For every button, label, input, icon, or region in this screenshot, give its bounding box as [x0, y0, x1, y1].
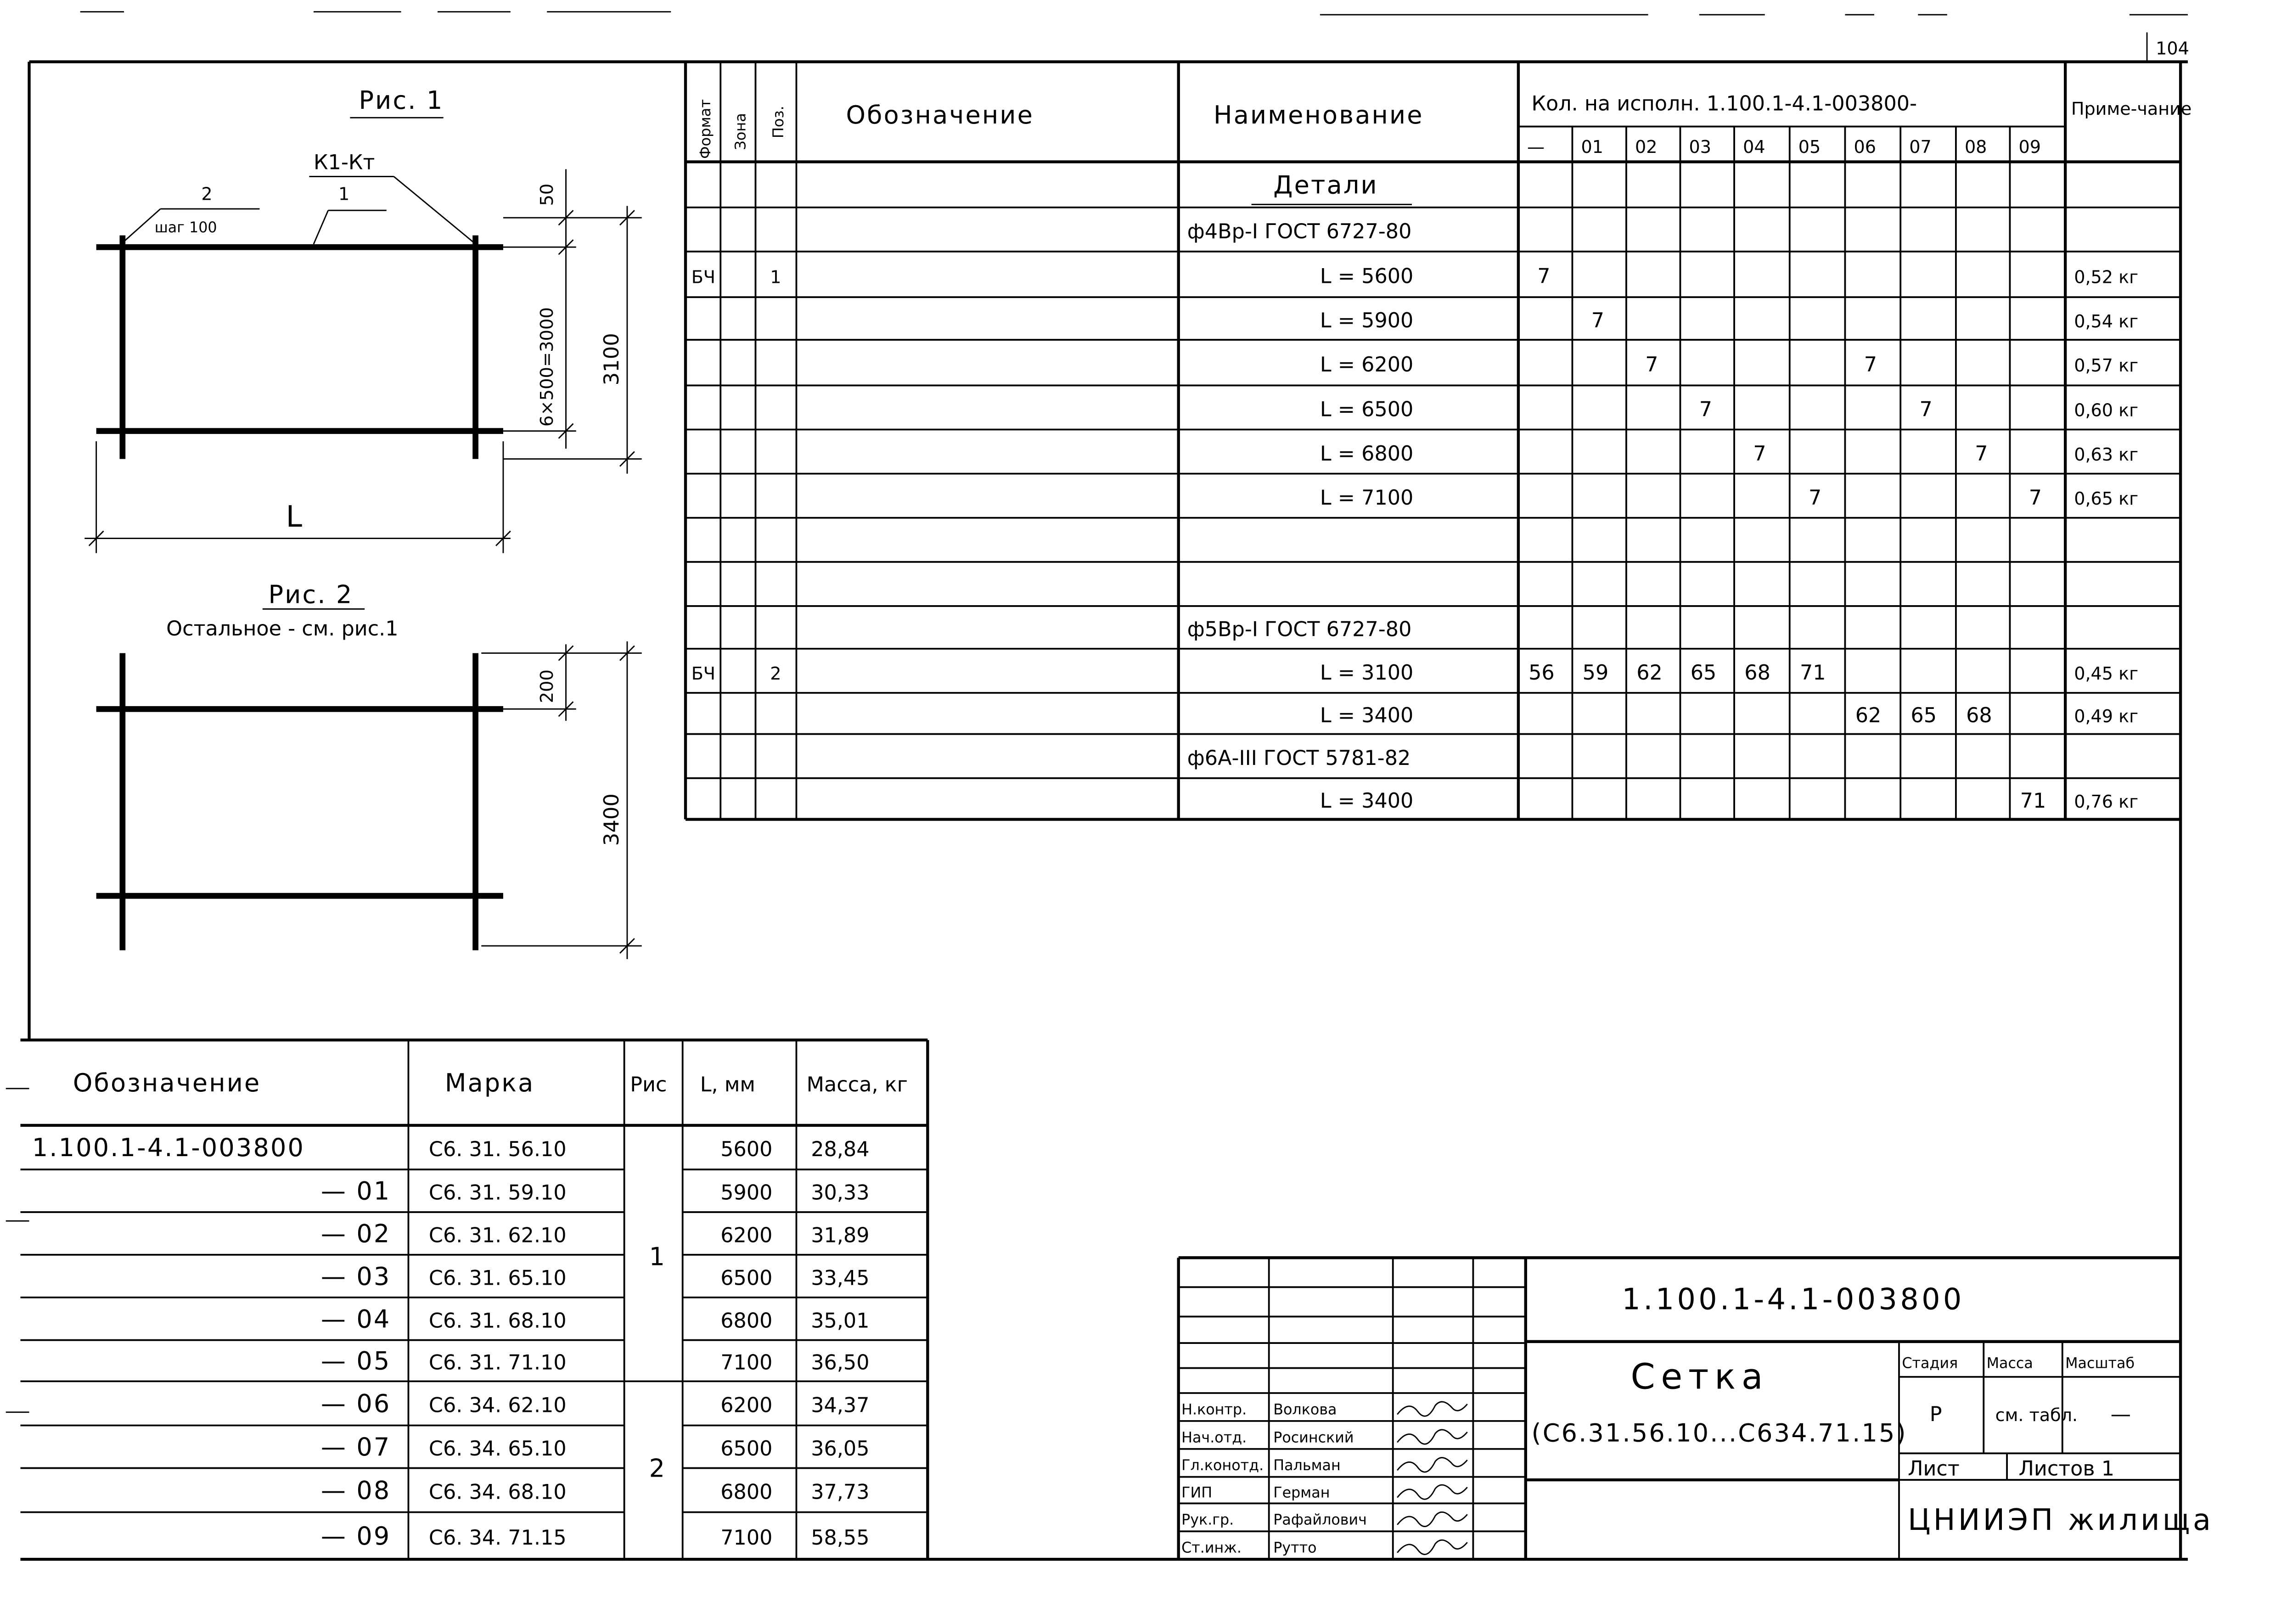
- tb-person: Рутто: [1273, 1539, 1317, 1557]
- spec-qty: 7: [1537, 264, 1551, 288]
- variant-header: 08: [1964, 137, 1987, 158]
- vt-length: 5900: [720, 1180, 773, 1205]
- spec-header-pos: Поз.: [769, 106, 787, 139]
- vt-designation: — 01: [320, 1176, 391, 1206]
- vt-header-length: L, мм: [700, 1073, 755, 1097]
- spec-qty: 65: [1690, 660, 1717, 685]
- tb-person: Рафайлович: [1273, 1511, 1367, 1528]
- spec-header-qty: Кол. на исполн. 1.100.1-4.1-003800-: [1531, 91, 1917, 116]
- fig1-dim-50: 50: [537, 183, 557, 206]
- spec-note: 0,65 кг: [2074, 488, 2139, 509]
- vt-mark: С6. 31. 56.10: [428, 1137, 567, 1162]
- tb-mass-label: Масса: [1986, 1354, 2033, 1372]
- vt-designation: 1.100.1-4.1-003800: [32, 1133, 305, 1163]
- spec-qty: 7: [2029, 485, 2042, 510]
- vt-length: 6500: [720, 1436, 773, 1461]
- specification-table: [686, 62, 2191, 820]
- tb-scale-label: Масштаб: [2065, 1354, 2135, 1372]
- vt-designation: — 04: [320, 1304, 391, 1334]
- vt-designation: — 03: [320, 1262, 391, 1291]
- vt-header-mark: Марка: [444, 1068, 535, 1098]
- spec-format: БЧ: [691, 663, 716, 685]
- vt-mark: С6. 34. 71.15: [428, 1525, 567, 1550]
- spec-header-format: Формат: [697, 99, 714, 159]
- vt-length: 5600: [720, 1137, 773, 1162]
- spec-qty: 71: [2020, 788, 2046, 813]
- spec-qty: 62: [1855, 703, 1882, 728]
- variant-header: 02: [1635, 137, 1658, 158]
- fig2-caption: Рис. 2: [268, 580, 354, 609]
- vt-rows: [20, 1133, 927, 1551]
- spec-qty: 7: [1591, 308, 1605, 332]
- spec-name: L = 3100: [1320, 660, 1414, 685]
- spec-qty: 68: [1966, 703, 1992, 728]
- spec-qty: 7: [1864, 352, 1877, 377]
- spec-qty: 7: [1975, 441, 1988, 466]
- spec-note: 0,63 кг: [2074, 444, 2139, 465]
- signature: [1397, 1540, 1467, 1554]
- fig1-dim-spacing: 6×500=3000: [537, 307, 557, 427]
- spec-name: ф6А-III ГОСТ 5781-82: [1187, 746, 1411, 770]
- variant-header: 07: [1909, 137, 1932, 158]
- vt-header-fig: Рис: [630, 1073, 667, 1097]
- variant-header: 04: [1743, 137, 1765, 158]
- spec-note: 0,52 кг: [2074, 267, 2139, 288]
- vt-fig-group-1: 1: [649, 1242, 667, 1271]
- spec-pos: 1: [770, 267, 781, 288]
- tb-role: Гл.конотд.: [1181, 1456, 1264, 1474]
- spec-qty: 71: [1799, 660, 1826, 685]
- spec-qty: 65: [1911, 703, 1937, 728]
- spec-name: ф5Вр-I ГОСТ 6727-80: [1187, 617, 1412, 641]
- signature: [1397, 1512, 1467, 1526]
- fig1-caption: Рис. 1: [359, 85, 444, 115]
- fig2-note: Остальное - см. рис.1: [166, 616, 399, 641]
- tb-title: Сетка: [1630, 1356, 1769, 1398]
- tb-role: Нач.отд.: [1181, 1428, 1247, 1446]
- vt-mass: 28,84: [811, 1137, 870, 1162]
- tb-person: Пальман: [1273, 1456, 1341, 1474]
- spec-qty: 7: [1919, 397, 1933, 421]
- vt-mark: С6. 31. 71.10: [428, 1350, 567, 1375]
- sheet-number: 104: [2156, 38, 2189, 59]
- vt-designation: — 08: [320, 1476, 391, 1505]
- tb-stage: Р: [1929, 1402, 1942, 1426]
- spec-name: L = 6200: [1320, 352, 1414, 377]
- vt-mark: С6. 31. 68.10: [428, 1309, 567, 1333]
- vt-mass: 36,50: [811, 1350, 870, 1375]
- vt-mark: С6. 34. 62.10: [428, 1393, 567, 1417]
- spec-pos: 2: [770, 663, 781, 685]
- spec-qty: 7: [1809, 485, 1822, 510]
- fig1-step: шаг 100: [154, 219, 217, 236]
- vt-length: 7100: [720, 1350, 773, 1375]
- title-block: [1179, 1258, 2214, 1559]
- vt-length: 6200: [720, 1223, 773, 1248]
- vt-length: 6800: [720, 1480, 773, 1504]
- figure-2: [96, 580, 642, 959]
- signature: [1397, 1430, 1467, 1444]
- spec-note: 0,57 кг: [2074, 355, 2139, 376]
- fig1-weld-label: К1-Кт: [313, 150, 375, 174]
- vt-designation: — 06: [320, 1389, 391, 1418]
- signature: [1397, 1402, 1467, 1416]
- vt-length: 7100: [720, 1525, 773, 1550]
- spec-note: 0,54 кг: [2074, 311, 2139, 332]
- variant-header: 05: [1798, 137, 1821, 158]
- tb-role: Ст.инж.: [1181, 1539, 1242, 1557]
- vt-mark: С6. 34. 68.10: [428, 1480, 567, 1504]
- vt-mass: 58,55: [811, 1525, 870, 1550]
- figure-1: [84, 86, 641, 553]
- fig2-dim-3400: 3400: [600, 793, 624, 846]
- spec-qty: 62: [1636, 660, 1663, 685]
- vt-mark: С6. 31. 65.10: [428, 1266, 567, 1290]
- fig1-dim-L: L: [286, 500, 305, 534]
- spec-header-note: Приме-чание: [2071, 98, 2192, 119]
- vt-length: 6500: [720, 1266, 773, 1290]
- spec-format: БЧ: [691, 267, 716, 288]
- vt-length: 6200: [720, 1393, 773, 1417]
- vt-mark: С6. 31. 59.10: [428, 1180, 567, 1205]
- tb-sheet-code: 1.100.1-4.1-003800: [1622, 1282, 1965, 1317]
- spec-qty: 7: [1753, 441, 1766, 466]
- vt-header-designation: Обозначение: [73, 1068, 261, 1098]
- spec-name: Детали: [1273, 170, 1378, 200]
- spec-header-designation: Обозначение: [846, 100, 1034, 130]
- tb-sheets-label: Листов 1: [2018, 1456, 2115, 1481]
- vt-mass: 37,73: [811, 1480, 870, 1504]
- vt-designation: — 07: [320, 1432, 391, 1462]
- tb-scale: —: [2110, 1402, 2131, 1426]
- spec-name: L = 5900: [1320, 308, 1414, 332]
- vt-mark: С6. 31. 62.10: [428, 1223, 567, 1248]
- tb-role: Рук.гр.: [1181, 1511, 1234, 1528]
- tb-role: ГИП: [1181, 1484, 1213, 1501]
- spec-qty: 68: [1744, 660, 1770, 685]
- variant-header: 01: [1581, 137, 1603, 158]
- tb-sheet-label: Лист: [1908, 1456, 1960, 1481]
- vt-mark: С6. 34. 65.10: [428, 1436, 567, 1461]
- spec-qty: 7: [1699, 397, 1713, 421]
- spec-name: L = 7100: [1320, 485, 1414, 510]
- vt-header-mass: Масса, кг: [806, 1073, 908, 1097]
- fig2-dim-200: 200: [537, 669, 557, 703]
- tb-stage-label: Стадия: [1902, 1354, 1958, 1372]
- signature: [1397, 1458, 1467, 1472]
- fig1-pos1: 1: [338, 184, 350, 205]
- fig1-pos2: 2: [201, 184, 213, 205]
- variant-header: 09: [2018, 137, 2041, 158]
- variant-header: 06: [1854, 137, 1877, 158]
- variant-table: [20, 1040, 927, 1559]
- spec-qty: 7: [1645, 352, 1658, 377]
- vt-mass: 36,05: [811, 1436, 870, 1461]
- spec-note: 0,60 кг: [2074, 400, 2139, 421]
- spec-note: 0,76 кг: [2074, 791, 2139, 812]
- spec-note: 0,45 кг: [2074, 663, 2139, 685]
- spec-name: ф4Вр-I ГОСТ 6727-80: [1187, 219, 1412, 244]
- signature: [1397, 1485, 1467, 1499]
- spec-name: L = 3400: [1320, 788, 1414, 813]
- vt-designation: — 05: [320, 1346, 391, 1376]
- fig1-dim-3100: 3100: [600, 333, 624, 386]
- tb-role: Н.контр.: [1181, 1400, 1247, 1418]
- spec-qty: 56: [1528, 660, 1555, 685]
- vt-designation: — 02: [320, 1219, 391, 1248]
- spec-header-name: Наименование: [1213, 100, 1424, 130]
- spec-name: L = 5600: [1320, 264, 1414, 288]
- vt-mass: 33,45: [811, 1266, 870, 1290]
- vt-mass: 35,01: [811, 1309, 870, 1333]
- variant-header: —: [1527, 137, 1545, 158]
- spec-name: L = 6500: [1320, 397, 1414, 421]
- tb-mass: см. табл.: [1995, 1405, 2078, 1426]
- tb-organization: ЦНИИЭП жилища: [1908, 1503, 2214, 1538]
- vt-mass: 30,33: [811, 1180, 870, 1205]
- vt-mass: 31,89: [811, 1223, 870, 1248]
- spec-header-zone: Зона: [731, 113, 749, 150]
- vt-fig-group-2: 2: [649, 1454, 667, 1483]
- spec-note: 0,49 кг: [2074, 706, 2139, 727]
- tb-person: Волкова: [1273, 1400, 1337, 1418]
- tb-subtitle: (С6.31.56.10...С634.71.15): [1531, 1418, 1907, 1448]
- tb-person: Герман: [1273, 1484, 1330, 1501]
- variant-header: 03: [1689, 137, 1712, 158]
- vt-length: 6800: [720, 1309, 773, 1333]
- spec-name: L = 6800: [1320, 441, 1414, 466]
- vt-mass: 34,37: [811, 1393, 870, 1417]
- variant-headers: [1527, 137, 2041, 157]
- vt-designation: — 09: [320, 1521, 391, 1551]
- tb-person: Росинский: [1273, 1428, 1354, 1446]
- spec-name: L = 3400: [1320, 703, 1414, 728]
- spec-qty: 59: [1582, 660, 1609, 685]
